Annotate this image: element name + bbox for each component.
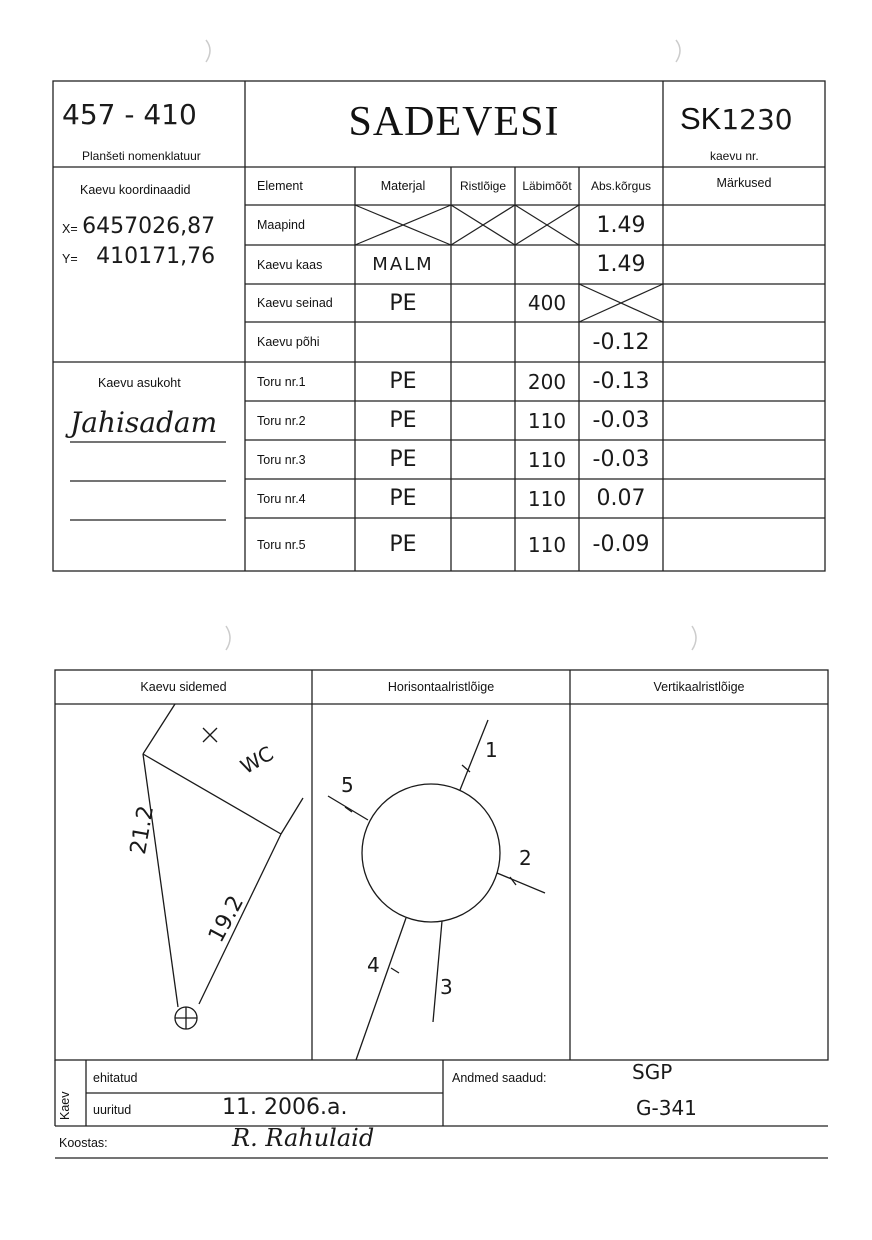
surveyed-value: 11. 2006.a. [222,1095,348,1120]
row-elevation: 0.07 [596,486,646,511]
ties-distance-1: 21.2 [126,803,160,857]
row-elevation: 1.49 [596,212,646,238]
location-value: Jahisadam [70,406,218,439]
row-element: Toru nr.1 [257,374,306,389]
data-received-label: Andmed saadud: [452,1071,547,1085]
horizontal-section-sketch [328,720,545,1060]
row-element: Kaevu põhi [257,335,320,349]
row-material: PE [389,447,417,472]
row-diameter: 110 [527,408,567,433]
row-diameter: 400 [527,291,567,315]
pipe-label-1: 1 [485,738,498,762]
row-diameter: 200 [527,369,567,394]
row-elevation: -0.13 [592,369,650,394]
well-number-label: kaevu nr. [710,149,759,163]
nomenclature-label: Planšeti nomenklatuur [82,149,201,163]
row-elevation: -0.03 [592,408,650,433]
data-received-value-2: G-341 [636,1096,697,1120]
row-elevation: -0.09 [592,532,650,557]
pipe-label-4: 4 [367,953,380,977]
y-label: Y= [62,252,78,266]
ties-sketch [143,704,303,1029]
row-material: PE [389,532,417,557]
kaev-label: Kaev [58,1091,72,1120]
row-diameter: 110 [527,447,567,472]
col-header-notes: Märkused [716,176,772,190]
row-element: Toru nr.5 [257,537,306,552]
coords-label: Kaevu koordinaadid [80,183,191,197]
row-element: Toru nr.3 [257,452,306,467]
col-header-elevation: Abs.kõrgus [590,179,652,193]
row-element: Toru nr.2 [257,413,306,428]
row-elevation: -0.03 [592,447,650,472]
x-value: 6457026,87 [82,214,216,239]
location-label: Kaevu asukoht [98,376,181,390]
row-element: Maapind [257,218,305,232]
row-material: PE [389,486,417,511]
row-elevation: 1.49 [596,252,646,277]
col-header-diameter: Läbimõõt [522,179,572,193]
vertical-section-header: Vertikaalristlõige [653,680,745,694]
page-title: SADEVESI [348,99,560,145]
pipe-label-3: 3 [440,975,453,999]
row-material: PE [389,290,417,316]
ties-distance-2: 19.2 [204,891,250,947]
row-material: MALM [372,254,434,275]
nomenclature-value: 457 - 410 [62,98,197,131]
compiled-label: Koostas: [59,1136,108,1150]
row-diameter: 110 [527,532,567,557]
surveyed-label: uuritud [93,1103,132,1117]
row-elevation: -0.12 [592,329,650,355]
row-diameter: 110 [527,486,567,511]
x-label: X= [62,222,78,236]
row-material: PE [389,369,417,394]
compiled-value: R. Rahulaid [232,1124,375,1152]
col-header-element: Element [257,179,303,193]
row-material: PE [389,408,417,433]
y-value: 410171,76 [96,244,216,269]
pipe-label-5: 5 [341,773,354,797]
col-header-material: Materjal [380,179,426,193]
data-received-value-1: SGP [632,1060,673,1084]
pipe-label-2: 2 [519,846,532,870]
built-label: ehitatud [93,1071,138,1085]
row-element: Kaevu kaas [257,257,323,272]
col-header-section: Ristlõige [459,179,507,193]
row-element: Kaevu seinad [257,296,333,310]
ties-header: Kaevu sidemed [140,680,227,694]
well-prefix: SK [680,101,722,136]
row-element: Toru nr.4 [257,491,306,506]
horizontal-section-header: Horisontaalristlõige [387,680,495,694]
well-number-value: 1230 [721,103,793,136]
ties-building: WC [236,741,278,779]
